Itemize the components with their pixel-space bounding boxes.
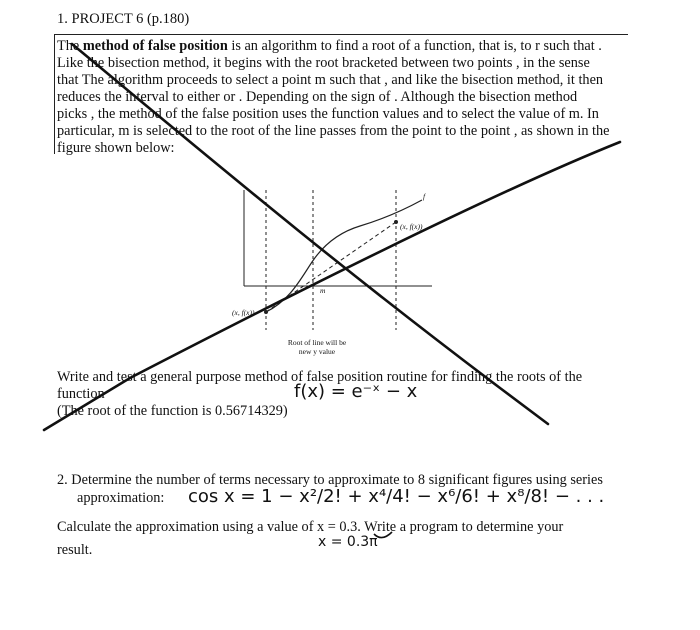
question-2-line-4: result. xyxy=(57,542,93,558)
false-position-figure xyxy=(244,190,432,330)
figure-label-point-b: (x, f(x)) xyxy=(400,222,423,231)
figure-label-point-a: (x, f(x)) xyxy=(232,308,255,317)
bold-term: method of false position xyxy=(82,38,228,54)
handwritten-cos-series: cos x = 1 − x²/2! + x⁴/4! − x⁶/6! + x⁸/8! − . . . xyxy=(188,486,605,507)
project-title: 1. PROJECT 6 (p.180) xyxy=(57,11,190,27)
description-line-5: picks , the method of the false position uses the function values and to select the value of m. In xyxy=(57,106,599,122)
question-1-line-1: Write and test a general purpose method of false position routine for finding the roots of the xyxy=(57,369,583,385)
figure-label-f: f xyxy=(423,192,426,201)
question-2-line-3: Calculate the approximation using a value of x = 0.3. Write a program to determine your xyxy=(57,519,564,535)
point-a-marker xyxy=(264,310,268,314)
question-1-line-3: (The root of the function is 0.56714329) xyxy=(57,403,288,419)
question-2-line-1: 2. Determine the number of terms necessary to approximate to 8 significant figures using series xyxy=(57,472,603,488)
figure-caption-line-1: Root of line will be xyxy=(287,338,347,347)
handwritten-x-value: x = 0.3π xyxy=(318,534,378,550)
x-value: x = 0.3 xyxy=(317,519,358,535)
question-1-line-2: function xyxy=(57,386,105,402)
description-line-7: figure shown below: xyxy=(57,140,175,156)
figure-label-m: m xyxy=(320,286,326,295)
description-line-6: particular, m is selected to the root of the line passes from the point to the point , as shown in the xyxy=(57,123,610,139)
point-b-marker xyxy=(394,220,398,224)
handwritten-function: f(x) = e⁻ˣ − x xyxy=(294,381,418,402)
figure-caption xyxy=(272,338,362,356)
description-line-2: Like the bisection method, it begins with the root bracketed between two points , in the sense xyxy=(57,55,590,71)
description-line-3: that The algorithm proceeds to select a point m such that , and like the bisection method, it then xyxy=(57,72,604,88)
description-line-4: reduces the interval to either or . Depending on the sign of . Although the bisection method xyxy=(57,89,578,105)
figure-caption-line-2: new y value xyxy=(298,347,336,356)
x-stroke-1 xyxy=(72,44,548,424)
question-2-line-2: approximation: xyxy=(77,490,165,506)
description-line-1: The method of false position is an algorithm to find a root of a function, that is, to r such that . xyxy=(57,38,602,54)
